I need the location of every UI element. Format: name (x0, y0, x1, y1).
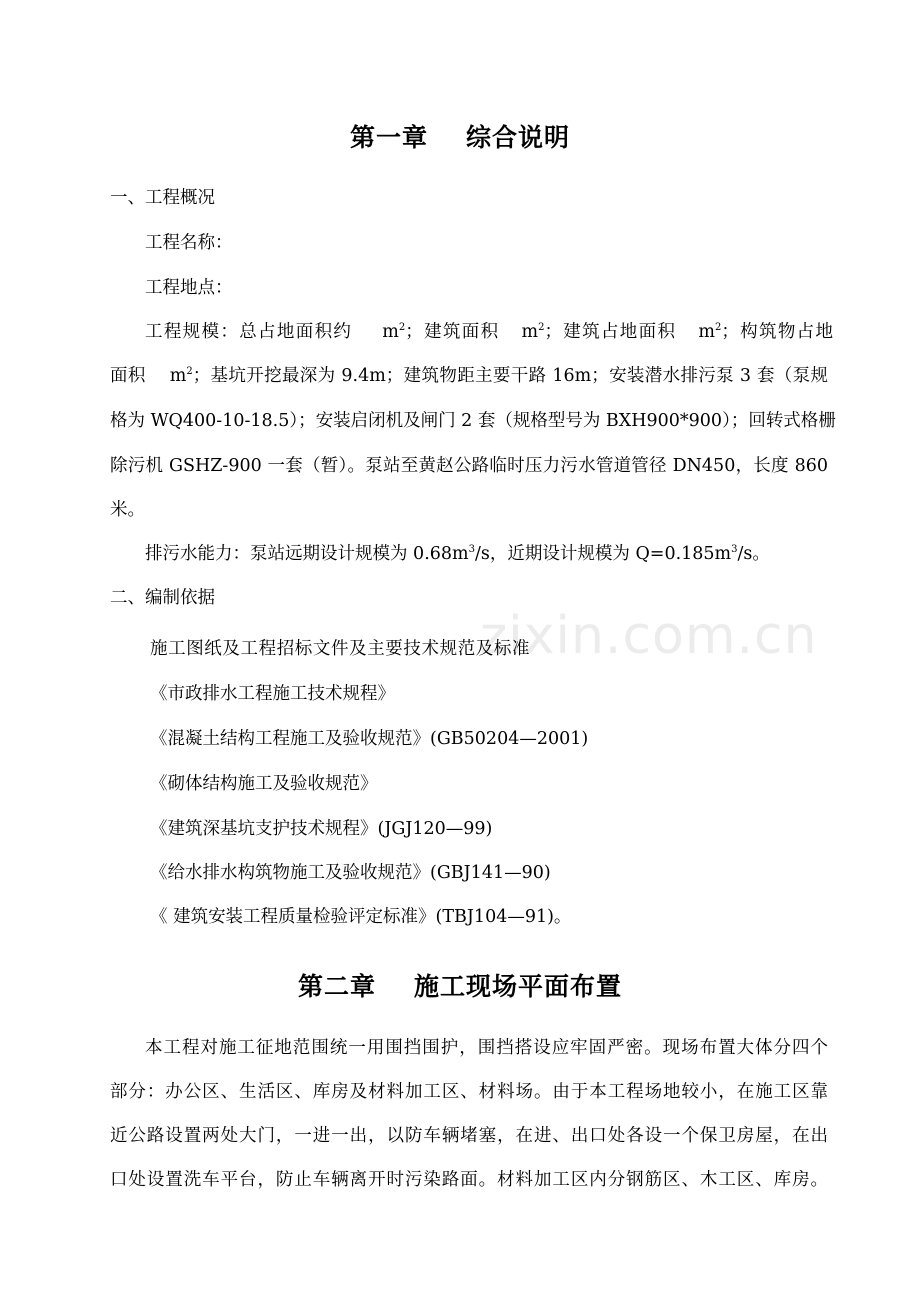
basis-item: 《混凝土结构工程施工及验收规范》(GB50204—2001) (150, 729, 589, 749)
basis-item: 《砌体结构施工及验收规范》 (150, 774, 378, 794)
layout-para-line: 本工程对施工征地范围统一用围挡围护，围挡搭设应牢固严密。现场布置大体分四个 (145, 1038, 828, 1058)
layout-para-line: 口处设置洗车平台，防止车辆离开时污染路面。材料加工区内分钢筋区、木工区、库房。 (110, 1170, 828, 1190)
scale-line-2: 面积 $m^2$；基坑开挖最深为 9.4m；建筑物距主要干路 16m；安装潜水排污泵 3 套（泵规 (110, 366, 829, 386)
basis-item: 《给水排水构筑物施工及验收规范》(GBJ141—90) (150, 863, 551, 883)
basis-item: 《 建筑安装工程质量检验评定标准》(TBJ104—91)。 (150, 907, 572, 927)
chapter-2-title: 施工现场平面布置 (414, 972, 623, 1001)
scale-line-5: 米。 (110, 500, 145, 520)
chapter-1-heading (0, 118, 920, 154)
chapter-1-title: 综合说明 (466, 123, 571, 152)
basis-item: 《市政排水工程施工技术规程》 (150, 684, 395, 704)
capacity-line: 排污水能力：泵站远期设计规模为 $0.68m^3/s$，近期设计规模为 $Q=0.185m^3/s$。 (145, 544, 770, 564)
chapter-1-number: 第一章 (349, 123, 428, 152)
chapter-2-number: 第二章 (297, 972, 376, 1001)
chapter-2-heading (0, 967, 920, 1003)
basis-item: 施工图纸及工程招标文件及主要技术规范及标准 (150, 639, 531, 659)
scale-line-3: 格为 WQ400-10-18.5）；安装启闭机及闸门 2 套（规格型号为 BXH900*900）；回转式格栅 (110, 411, 836, 431)
section-1-heading: 一、工程概况 (110, 188, 215, 208)
scale-line-4: 除污机 GSHZ-900 一套（暂）。泵站至黄赵公路临时压力污水管道管径 DN450，长度 860 (110, 456, 828, 476)
watermark: zixin.com.cn (480, 606, 818, 666)
layout-para-line: 部分：办公区、生活区、库房及材料加工区、材料场。由于本工程场地较小，在施工区靠 (110, 1082, 828, 1102)
project-name-label: 工程名称： (145, 233, 233, 253)
basis-item: 《建筑深基坑支护技术规程》(JGJ120—99) (150, 819, 493, 839)
project-site-label: 工程地点： (145, 278, 233, 298)
layout-para-line: 近公路设置两处大门，一进一出，以防车辆堵塞，在进、出口处各设一个保卫房屋，在出 (110, 1126, 828, 1146)
scale-line-1: 工程规模：总占地面积约 $m^2$；建筑面积 $m^2$；建筑占地面积 $m^2$；构筑物占地 (145, 322, 834, 342)
section-2-heading: 二、编制依据 (110, 588, 215, 608)
